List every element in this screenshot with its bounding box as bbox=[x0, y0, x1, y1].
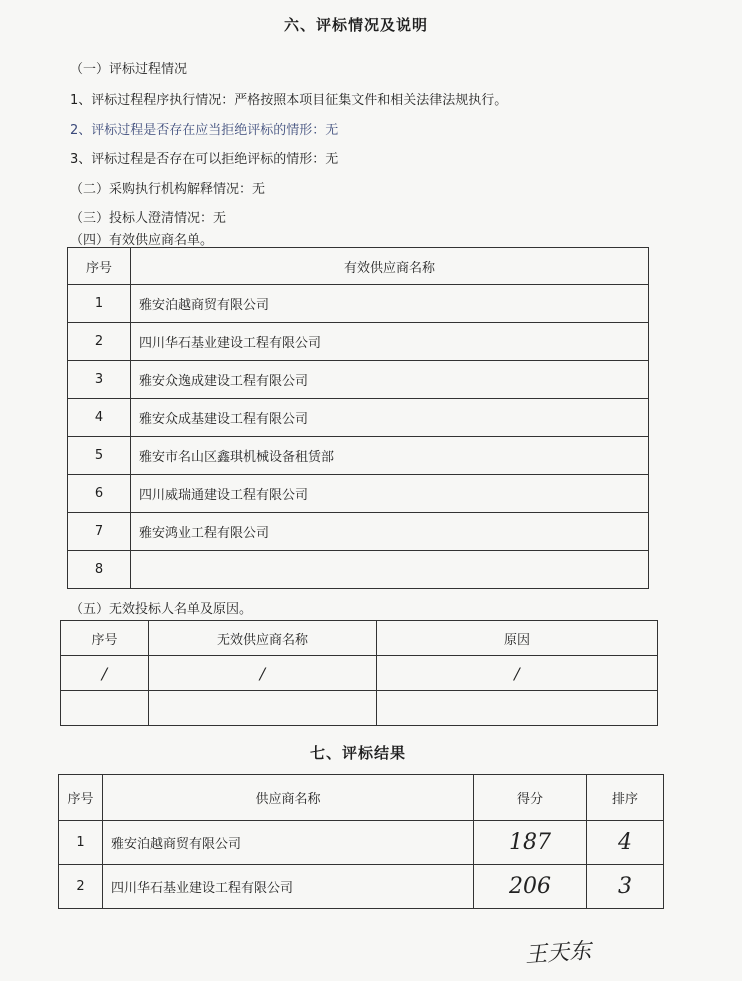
supplier-name: 雅安众成基建设工程有限公司 bbox=[131, 399, 649, 437]
table-row bbox=[61, 656, 658, 691]
rank: 3 bbox=[587, 865, 664, 909]
row-index: 5 bbox=[68, 437, 131, 475]
col-header-index: 序号 bbox=[61, 621, 149, 656]
row-index: 1 bbox=[59, 821, 103, 865]
supplier-name: 四川威瑞通建设工程有限公司 bbox=[131, 475, 649, 513]
row-index: 4 bbox=[68, 399, 131, 437]
table-row bbox=[68, 513, 649, 551]
supplier-name: 雅安市名山区鑫琪机械设备租赁部 bbox=[131, 437, 649, 475]
col-header-reason: 原因 bbox=[377, 621, 658, 656]
valid-supplier-table bbox=[67, 247, 649, 589]
table-row bbox=[59, 821, 664, 865]
row-index: 6 bbox=[68, 475, 131, 513]
row-index bbox=[61, 691, 149, 726]
invalid-bidder-table bbox=[60, 620, 658, 726]
score: 187 bbox=[474, 821, 587, 865]
col-header-supplier: 供应商名称 bbox=[103, 775, 474, 821]
row-index: 2 bbox=[68, 323, 131, 361]
section6-title: 六、评标情况及说明 bbox=[284, 16, 429, 34]
item-3: 3、评标过程是否存在可以拒绝评标的情形：无 bbox=[70, 152, 339, 167]
supplier-name: 四川华石基业建设工程有限公司 bbox=[103, 865, 474, 909]
table-header-row bbox=[68, 248, 649, 285]
table-header-row bbox=[59, 775, 664, 821]
row-index: 2 bbox=[59, 865, 103, 909]
table-row bbox=[61, 691, 658, 726]
handwritten-signature: 王天东 bbox=[524, 938, 592, 969]
row-index: 8 bbox=[68, 551, 131, 589]
table-row bbox=[68, 285, 649, 323]
row-index: 7 bbox=[68, 513, 131, 551]
col-header-index: 序号 bbox=[59, 775, 103, 821]
col-header-supplier: 有效供应商名称 bbox=[131, 248, 649, 285]
table-header-row bbox=[61, 621, 658, 656]
section7-title: 七、评标结果 bbox=[310, 744, 407, 762]
supplier-name bbox=[131, 551, 649, 589]
col-header-index: 序号 bbox=[68, 248, 131, 285]
col-header-rank: 排序 bbox=[587, 775, 664, 821]
invalid-reason: / bbox=[377, 656, 658, 691]
table-row bbox=[68, 361, 649, 399]
invalid-supplier-name bbox=[149, 691, 377, 726]
supplier-name: 雅安泊越商贸有限公司 bbox=[131, 285, 649, 323]
subsection-2: （二）采购执行机构解释情况：无 bbox=[70, 182, 266, 197]
item-2: 2、评标过程是否存在应当拒绝评标的情形：无 bbox=[70, 123, 339, 138]
supplier-name: 雅安众逸成建设工程有限公司 bbox=[131, 361, 649, 399]
col-header-invalid-supplier: 无效供应商名称 bbox=[149, 621, 377, 656]
table-row bbox=[68, 475, 649, 513]
row-index: 1 bbox=[68, 285, 131, 323]
supplier-name: 四川华石基业建设工程有限公司 bbox=[131, 323, 649, 361]
subsection-1: （一）评标过程情况 bbox=[70, 62, 188, 77]
invalid-reason bbox=[377, 691, 658, 726]
supplier-name: 雅安泊越商贸有限公司 bbox=[103, 821, 474, 865]
table-row bbox=[68, 399, 649, 437]
invalid-supplier-name: / bbox=[149, 656, 377, 691]
table-row bbox=[68, 551, 649, 589]
item-1: 1、评标过程程序执行情况：严格按照本项目征集文件和相关法律法规执行。 bbox=[70, 93, 508, 108]
supplier-name: 雅安鸿业工程有限公司 bbox=[131, 513, 649, 551]
table-row bbox=[59, 865, 664, 909]
col-header-score: 得分 bbox=[474, 775, 587, 821]
subsection-4: （四）有效供应商名单。 bbox=[70, 233, 214, 248]
rank: 4 bbox=[587, 821, 664, 865]
table-row bbox=[68, 323, 649, 361]
score: 206 bbox=[474, 865, 587, 909]
subsection-3: （三）投标人澄清情况：无 bbox=[70, 211, 227, 226]
subsection-5: （五）无效投标人名单及原因。 bbox=[70, 602, 253, 617]
row-index: / bbox=[61, 656, 149, 691]
table-row bbox=[68, 437, 649, 475]
result-table bbox=[58, 774, 664, 909]
row-index: 3 bbox=[68, 361, 131, 399]
